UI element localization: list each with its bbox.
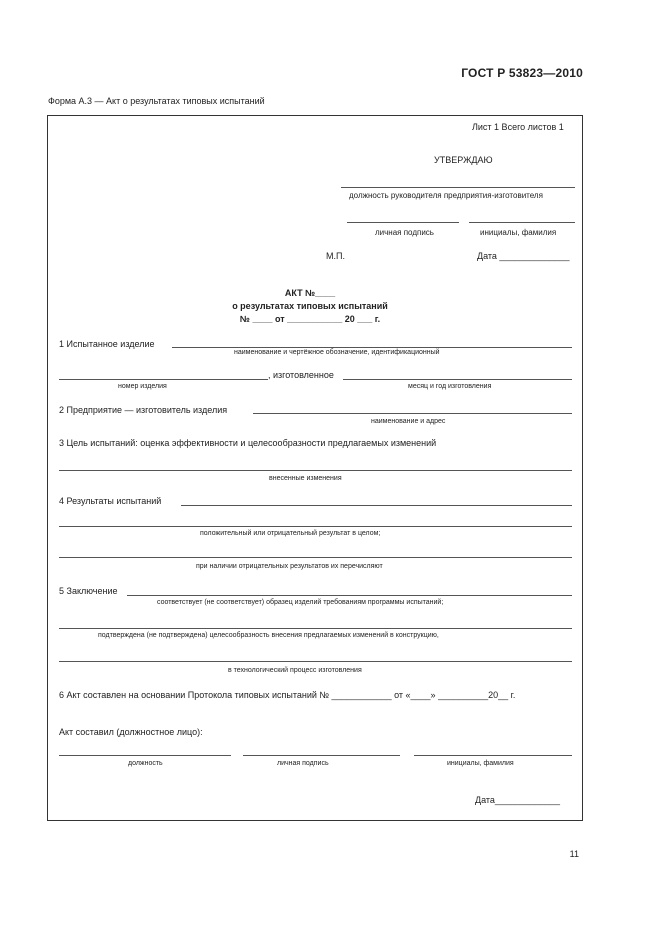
item1-mid: , изготовленное [268, 370, 334, 380]
item2-hint: наименование и адрес [371, 418, 446, 425]
act-title: АКТ №____ [284, 288, 336, 298]
item1-hint-right: месяц и год изготовления [408, 383, 492, 390]
compiled-hint-signature: личная подпись [277, 760, 329, 767]
position-line[interactable] [341, 187, 575, 188]
item4-line-2[interactable] [59, 526, 572, 527]
item6-text: 6 Акт составлен на основании Протокола типовых испытаний № ____________ от «____» __________20__ г. [59, 690, 516, 700]
compiled-signature-line[interactable] [243, 755, 400, 756]
item5-hint-1: соответствует (не соответствует) образец изделий требованиям программы испытаний; [157, 599, 444, 606]
compiled-date: Дата_____________ [475, 795, 560, 805]
item3-hint: внесенные изменения [269, 475, 342, 482]
compiled-label: Акт составил (должностное лицо): [59, 727, 203, 737]
page-number: 11 [569, 849, 579, 859]
standard-header: ГОСТ Р 53823—2010 [461, 66, 583, 80]
item3-label: 3 Цель испытаний: оценка эффективности и целесообразности предлагаемых изменений [59, 438, 437, 448]
compiled-position-line[interactable] [59, 755, 231, 756]
signature-hint: личная подпись [375, 228, 434, 237]
item3-line[interactable] [59, 470, 572, 471]
approve-title: УТВЕРЖДАЮ [434, 155, 493, 165]
item4-hint-2: при наличии отрицательных результатов их перечисляют [196, 563, 383, 570]
item5-line-3[interactable] [59, 661, 572, 662]
form-caption: Форма А.3 — Акт о результатах типовых испытаний [48, 96, 265, 106]
item1-label: 1 Испытанное изделие [59, 339, 155, 349]
item5-line-1[interactable] [127, 595, 572, 596]
item5-hint-2: подтверждена (не подтверждена) целесообразность внесения предлагаемых изменений в конструкцию, [98, 632, 439, 639]
position-hint: должность руководителя предприятия-изготовителя [349, 191, 543, 200]
item4-line-1[interactable] [181, 505, 572, 506]
name-hint: инициалы, фамилия [480, 228, 557, 237]
item1-number-line[interactable] [59, 379, 268, 380]
item4-label: 4 Результаты испытаний [59, 496, 162, 506]
sheet-info: Лист 1 Всего листов 1 [472, 122, 564, 132]
form-frame [47, 115, 583, 821]
seal-label: М.П. [326, 251, 345, 261]
item1-hint: наименование и чертёжное обозначение, идентификационный [234, 349, 440, 356]
compiled-name-line[interactable] [414, 755, 572, 756]
act-subtitle: о результатах типовых испытаний [232, 301, 388, 311]
item4-hint-1: положительный или отрицательный результат в целом; [200, 530, 381, 537]
item2-label: 2 Предприятие — изготовитель изделия [59, 405, 228, 415]
act-number-line: № ____ от ___________ 20 ___ г. [239, 314, 381, 324]
item2-line[interactable] [253, 413, 572, 414]
signature-line[interactable] [347, 222, 459, 223]
item5-hint-3: в технологический процесс изготовления [228, 667, 362, 674]
name-line[interactable] [469, 222, 575, 223]
item1-date-line[interactable] [343, 379, 572, 380]
item5-label: 5 Заключение [59, 586, 118, 596]
approve-date: Дата ______________ [477, 251, 570, 261]
item4-line-3[interactable] [59, 557, 572, 558]
item1-hint-left: номер изделия [118, 383, 167, 390]
compiled-hint-name: инициалы, фамилия [447, 760, 514, 767]
item1-line[interactable] [172, 347, 572, 348]
compiled-hint-position: должность [128, 760, 163, 767]
item5-line-2[interactable] [59, 628, 572, 629]
